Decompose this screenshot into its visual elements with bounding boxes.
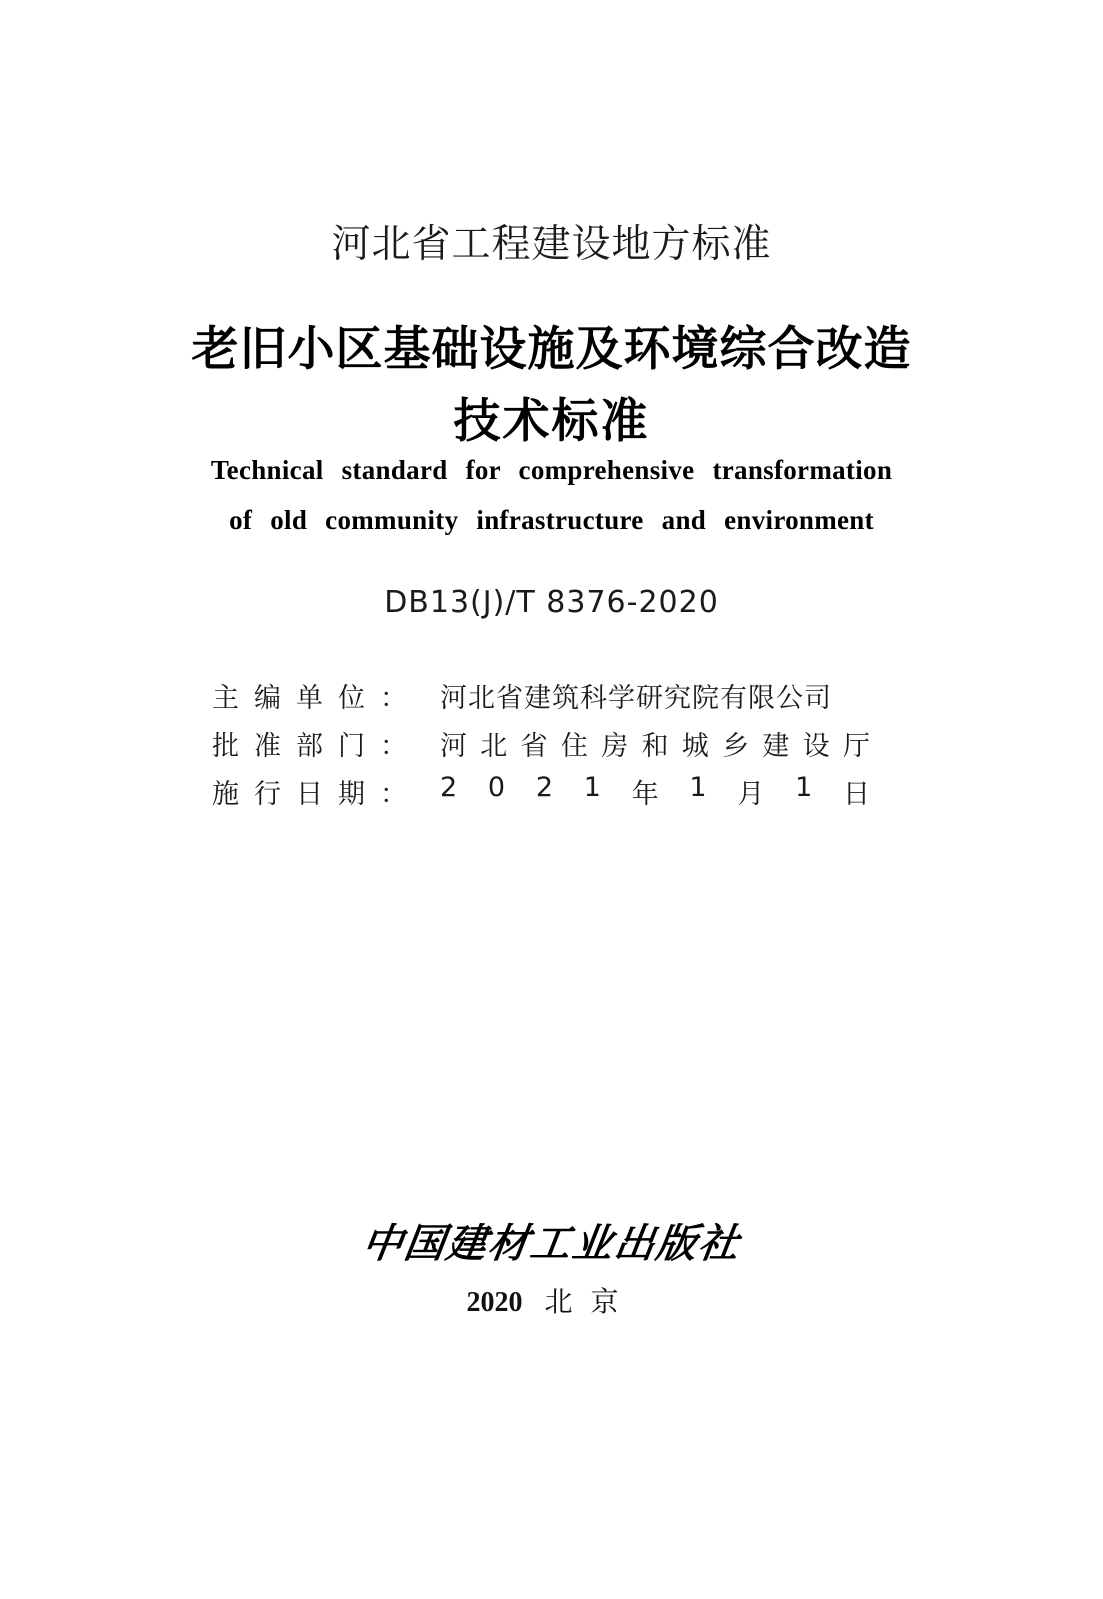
label-char: 日 xyxy=(296,779,323,810)
value-char: 城 xyxy=(681,731,709,762)
info-row-editor xyxy=(212,676,872,724)
main-title-line-2: 技术标准 xyxy=(453,394,650,449)
label-char: 单 xyxy=(296,683,323,714)
value-char: 房 xyxy=(601,731,629,762)
value-char: 月 xyxy=(737,779,765,810)
value-char: 建 xyxy=(762,731,790,762)
imprint xyxy=(0,1280,1103,1320)
label-char: 门 xyxy=(338,731,365,762)
value-char: 0 xyxy=(487,772,506,803)
value-char: 1 xyxy=(583,772,601,803)
label-char: 部 xyxy=(296,731,323,762)
label-char: 施 xyxy=(212,779,239,810)
info-value-effective-date xyxy=(440,772,870,811)
info-value-editor: 河北省建筑科学研究院有限公司 xyxy=(440,683,832,714)
value-char: 年 xyxy=(631,779,659,810)
label-colon: ： xyxy=(380,683,407,714)
label-char: 编 xyxy=(254,683,281,714)
value-char: 厅 xyxy=(842,731,870,762)
publisher-logo: 中国建材工业出版社 xyxy=(358,1220,744,1267)
label-char: 行 xyxy=(254,779,281,810)
imprint-year: 2020 xyxy=(466,1287,523,1318)
value-char: 乡 xyxy=(722,731,750,762)
value-char: 北 xyxy=(480,731,508,762)
value-char: 1 xyxy=(795,772,813,803)
imprint-city: 北京 xyxy=(544,1285,637,1318)
value-char: 和 xyxy=(641,731,669,762)
label-colon: ： xyxy=(380,779,407,810)
label-char: 准 xyxy=(254,731,281,762)
label-colon: ： xyxy=(380,731,407,762)
info-table xyxy=(212,676,872,820)
info-row-effective-date xyxy=(212,772,872,820)
value-char: 1 xyxy=(689,772,707,803)
series-title: 河北省工程建设地方标准 xyxy=(331,222,772,267)
info-label xyxy=(212,724,407,763)
info-row-approver xyxy=(212,724,872,772)
value-char: 设 xyxy=(802,731,830,762)
value-char: 住 xyxy=(560,731,588,762)
label-char: 批 xyxy=(212,731,239,762)
value-char: 河 xyxy=(440,731,467,762)
standard-code: DB13(J)/T 8376-2020 xyxy=(384,585,719,620)
english-title-line-2: of old community infrastructure and environment xyxy=(229,505,874,535)
value-char: 省 xyxy=(520,731,548,762)
info-label xyxy=(212,772,407,811)
english-title-line-1: Technical standard for comprehensive transformation xyxy=(210,455,893,485)
value-char: 2 xyxy=(440,772,458,803)
publisher xyxy=(0,1212,1103,1269)
value-char: 日 xyxy=(843,779,870,810)
label-char: 位 xyxy=(338,683,365,714)
label-char: 主 xyxy=(212,683,239,714)
value-char: 2 xyxy=(535,772,554,803)
info-value-approver xyxy=(440,724,870,763)
main-title-line-1: 老旧小区基础设施及环境综合改造 xyxy=(191,322,912,377)
label-char: 期 xyxy=(338,779,365,810)
info-label xyxy=(212,676,407,715)
